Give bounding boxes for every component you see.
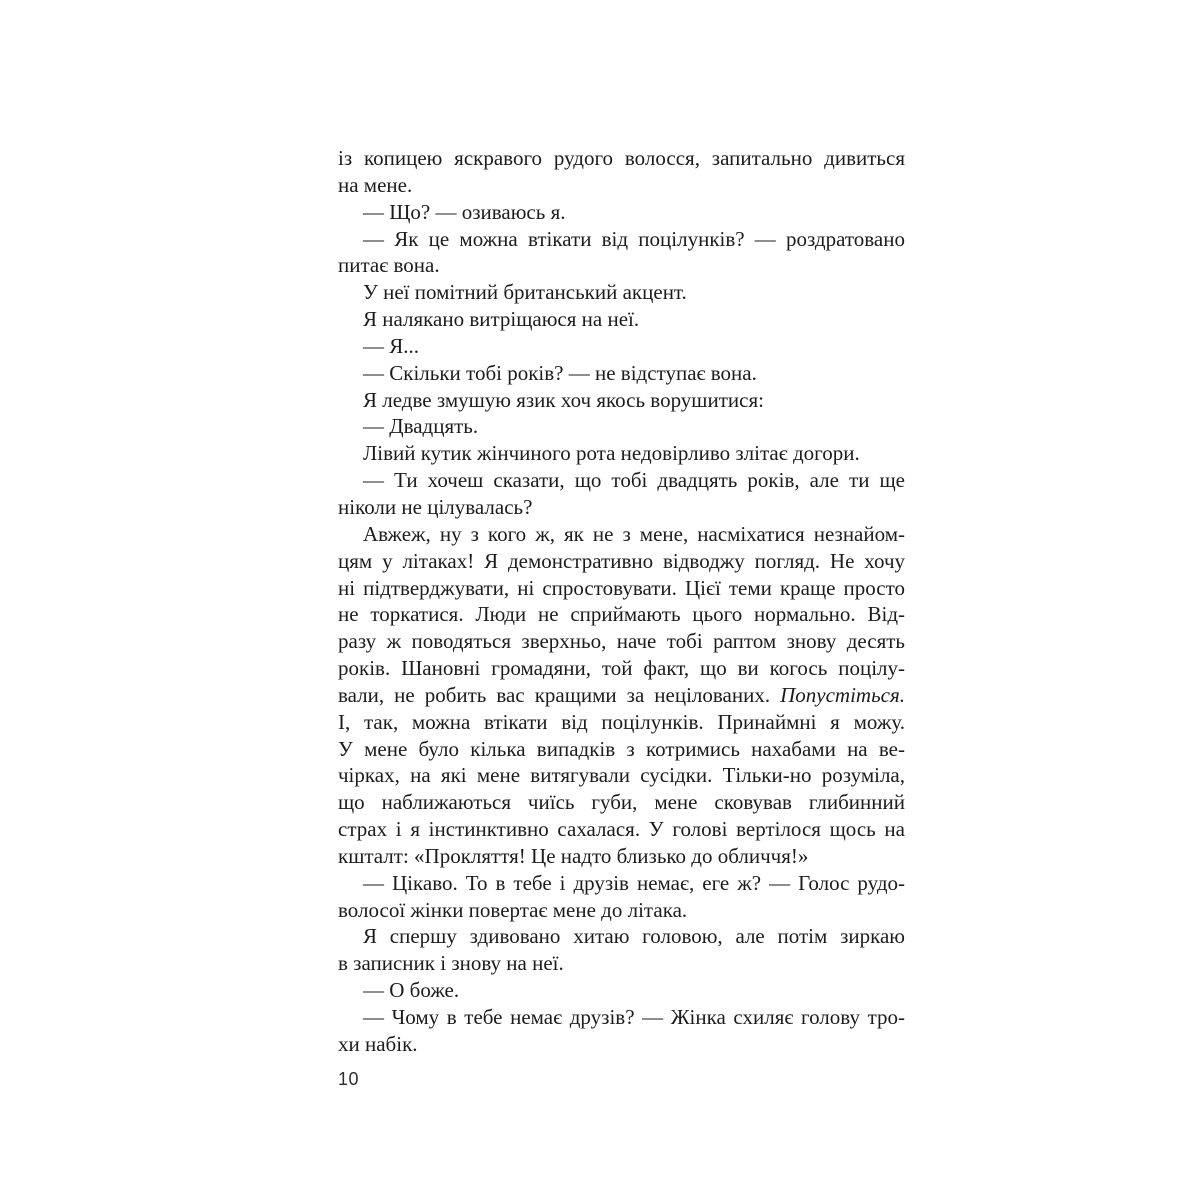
text-line: не торкатися. Люди не сприймають цього нормально. Від- — [338, 602, 905, 627]
italic-text-segment: Попустіться. — [780, 682, 905, 707]
text-line: У неї помітний британський акцент. — [363, 280, 687, 305]
text-line: кшталт: «Прокляття! Це надто близько до обличчя!» — [338, 843, 809, 868]
text-line: — Двадцять. — [363, 414, 479, 439]
text-line: хи набік. — [338, 1031, 418, 1056]
text-line: Я спершу здивовано хитаю головою, але потім зиркаю — [363, 924, 905, 949]
text-line: Я налякано витріщаюся на неї. — [363, 307, 640, 332]
text-line: ніколи не цілувалась? — [338, 494, 533, 519]
text-line: Авжеж, ну з кого ж, як не з мене, насміхатися незнайом- — [363, 521, 905, 546]
text-line — [338, 682, 905, 709]
text-line: на мене. — [338, 172, 413, 197]
text-line: що наближаються чиїсь губи, мене сковував глибинний — [338, 790, 905, 815]
text-line: в записник і знову на неї. — [338, 951, 564, 976]
text-line: — Що? — озиваюсь я. — [363, 199, 566, 224]
text-line: ні підтверджувати, ні спростовувати. Цієї теми краще просто — [338, 575, 905, 600]
text-line: чірках, на які мене витягували сусідки. Тільки-но розуміла, — [338, 763, 905, 788]
text-line: років. Шановні громадяни, той факт, що ви когось поцілу- — [338, 656, 905, 681]
page-text-block — [338, 145, 905, 1058]
text-line: — Скільки тобі років? — не відступає вона. — [363, 360, 757, 385]
text-line: — Цікаво. То в тебе і друзів немає, еге ж? — Голос рудо- — [363, 870, 905, 895]
text-line: волосої жінки повертає мене до літака. — [338, 897, 688, 922]
text-line: цям у літаках! Я демонстративно відводжу погляд. Не хочу — [338, 548, 905, 573]
text-line: Лівий кутик жінчиного рота недовірливо злітає догори. — [363, 441, 860, 466]
text-line: У мене було кілька випадків з котримись нахабами на ве- — [338, 736, 905, 761]
text-line: питає вона. — [338, 253, 440, 278]
text-line: — Ти хочеш сказати, що тобі двадцять років, але ти ще — [363, 468, 905, 493]
text-line: разу ж поводяться зверхньо, наче тобі раптом знову десять — [338, 629, 905, 654]
text-line: із копицею яскравого рудого волосся, запитально дивиться — [338, 146, 905, 170]
text-line: — Я... — [363, 333, 420, 358]
text-line: страх і я інстинктивно сахалася. У голові вертілося щось на — [338, 817, 905, 842]
text-line: Я ледве змушую язик хоч якось ворушитися: — [363, 387, 764, 412]
text-segment: вали, не робить вас кращими за нецілованих. — [338, 682, 781, 707]
text-line: — О боже. — [363, 978, 460, 1003]
page-number: 10 — [338, 1069, 360, 1089]
text-line: — Як це можна втікати від поцілунків? — роздратовано — [363, 226, 905, 251]
text-line: — Чому в тебе немає друзів? — Жінка схиляє голову тро- — [363, 1005, 905, 1029]
text-line: І, так, можна втікати від поцілунків. Принаймні я можу. — [338, 709, 905, 734]
